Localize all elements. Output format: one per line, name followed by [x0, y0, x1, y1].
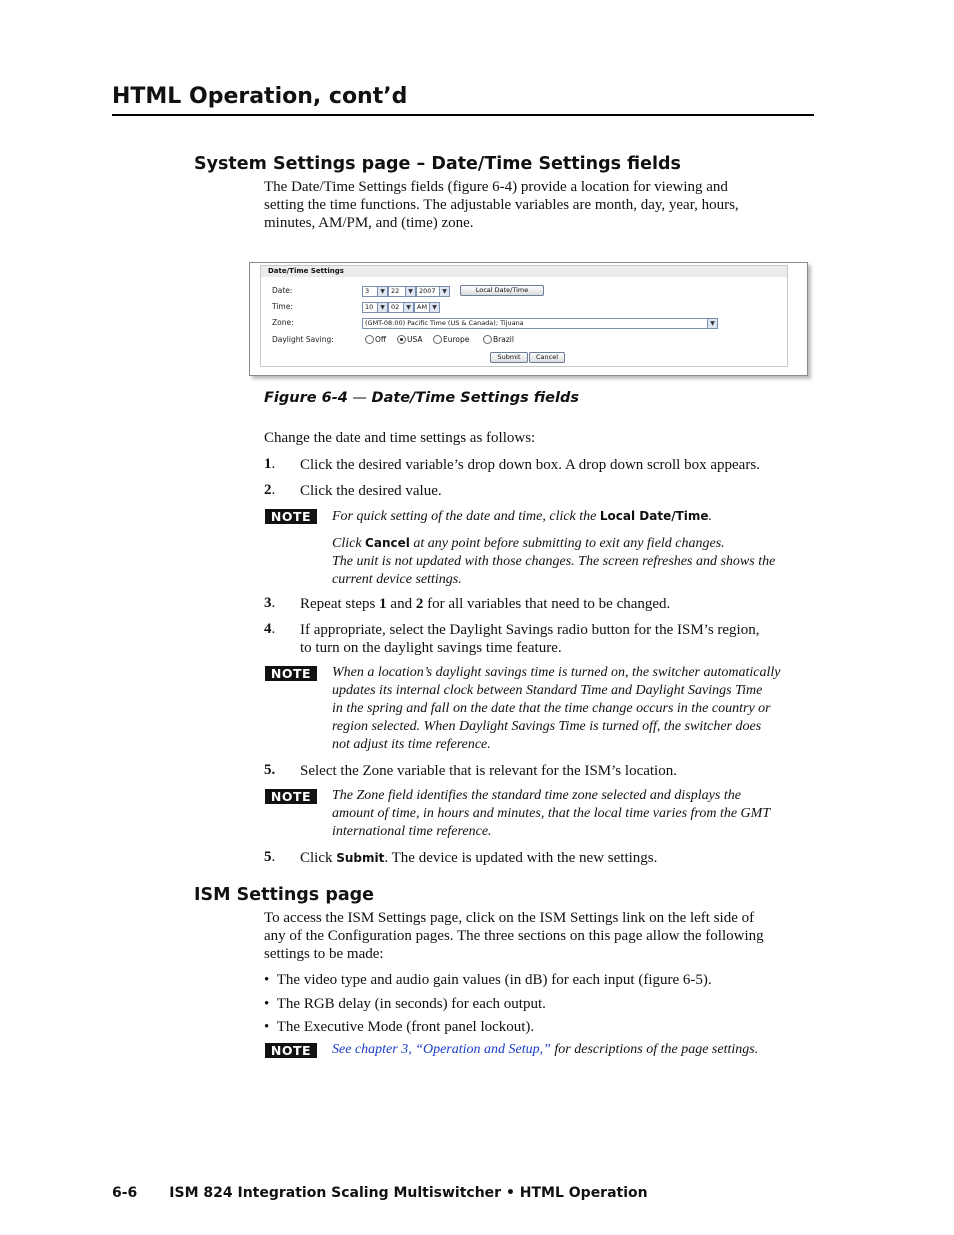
zone-label: Zone:: [272, 318, 294, 327]
time-label: Time:: [272, 302, 293, 311]
note-badge: NOTE: [265, 1043, 317, 1058]
step-4-text: If appropriate, select the Daylight Savings radio button for the ISM’s region, to turn on the daylight savings time feature.: [300, 622, 760, 656]
month-select[interactable]: 3 ▼: [362, 286, 388, 297]
note-local-datetime: For quick setting of the date and time, click the Local Date/Time.: [332, 509, 713, 524]
chevron-down-icon: ▼: [707, 319, 717, 328]
list-item: • The Executive Mode (front panel lockout).: [264, 1019, 535, 1035]
chevron-down-icon: ▼: [405, 287, 415, 296]
dst-europe-radio[interactable]: [433, 335, 442, 344]
dst-brazil-label: Brazil: [493, 335, 514, 344]
intro-line: setting the time functions. The adjustable variables are month, day, year, hours,: [264, 197, 739, 213]
note-zone: The Zone field identifies the standard time zone selected and displays the amount of time, in hours and minutes, that the local time varies from the GMT international time reference.: [332, 788, 771, 839]
dst-usa-label: USA: [407, 335, 423, 344]
date-label: Date:: [272, 286, 293, 295]
step-2-text: Click the desired value.: [300, 483, 442, 499]
chevron-down-icon: ▼: [403, 303, 413, 312]
submit-button[interactable]: Submit: [490, 352, 528, 363]
datetime-settings-screenshot: [249, 262, 808, 376]
note-cancel: Click Cancel at any point before submitting to exit any field changes. The unit is not updated with those changes. The screen refreshes and shows the current device settings.: [332, 536, 776, 587]
note-badge: NOTE: [265, 789, 317, 804]
minute-select[interactable]: 02 ▼: [388, 302, 414, 313]
title-rule: [112, 114, 814, 116]
day-select[interactable]: 22 ▼: [388, 286, 416, 297]
step-5-text: Select the Zone variable that is relevant for the ISM’s location.: [300, 763, 677, 779]
zone-select[interactable]: (GMT-08:00) Pacific Time (US & Canada); Tijuana ▼: [362, 318, 718, 329]
dst-europe-label: Europe: [443, 335, 470, 344]
list-item: • The video type and audio gain values (in dB) for each input (figure 6-5).: [264, 972, 712, 988]
step-number: 4.: [264, 621, 276, 637]
page-number: 6-6: [112, 1185, 138, 1201]
step-3-text: Repeat steps 1 and 2 for all variables that need to be changed.: [300, 596, 671, 612]
step-6-text: Click Submit. The device is updated with the new settings.: [300, 850, 658, 866]
note-badge: NOTE: [265, 666, 317, 681]
page-title: HTML Operation, cont’d: [112, 84, 408, 109]
note-daylight-savings: When a location’s daylight savings time is turned on, the switcher automatically updates its internal clock between Standard Time and Daylight Savings Time in the spring and fall on the date that the time change occurs in the country or region selected. When Daylight Savings Time is turned off, the switcher does not adjust its time reference.: [332, 665, 781, 752]
intro-line: The Date/Time Settings fields (figure 6-4) provide a location for viewing and: [264, 179, 728, 195]
chevron-down-icon: ▼: [377, 287, 387, 296]
section-heading-datetime: System Settings page – Date/Time Settings fields: [194, 154, 681, 174]
note-badge: NOTE: [265, 509, 317, 524]
dst-off-label: Off: [375, 335, 387, 344]
dst-usa-radio[interactable]: [397, 335, 406, 344]
step-number: 2.: [264, 482, 276, 498]
datetime-panel: [260, 265, 788, 367]
step-number: 3.: [264, 595, 276, 611]
step-1-text: Click the desired variable’s drop down box. A drop down scroll box appears.: [300, 457, 760, 473]
daylight-saving-label: Daylight Saving:: [272, 335, 334, 344]
panel-title: Date/Time Settings: [261, 266, 787, 277]
section-intro-ism: To access the ISM Settings page, click on the ISM Settings link on the left side of any of the Configuration pages. The three sections on this page allow the following settings to be made:: [264, 910, 764, 962]
figure-caption: Figure 6-4 — Date/Time Settings fields: [264, 390, 579, 406]
section-intro-datetime: [264, 178, 814, 232]
local-date-time-button[interactable]: Local Date/Time: [460, 285, 544, 296]
year-select[interactable]: 2007 ▼: [416, 286, 450, 297]
ampm-select[interactable]: AM ▼: [414, 302, 440, 313]
dst-brazil-radio[interactable]: [483, 335, 492, 344]
section-heading-ism: ISM Settings page: [194, 885, 375, 905]
note-chapter-reference: See chapter 3, “Operation and Setup,” for descriptions of the page settings.: [332, 1042, 759, 1057]
page-footer: [112, 1185, 648, 1201]
cancel-button[interactable]: Cancel: [529, 352, 565, 363]
list-item: • The RGB delay (in seconds) for each output.: [264, 996, 546, 1012]
step-number: 5.: [264, 849, 276, 865]
chapter-3-link[interactable]: See chapter 3, “Operation and Setup,”: [332, 1042, 551, 1057]
dst-off-radio[interactable]: [365, 335, 374, 344]
intro-line: minutes, AM/PM, and (time) zone.: [264, 215, 474, 231]
chevron-down-icon: ▼: [377, 303, 387, 312]
hour-select[interactable]: 10 ▼: [362, 302, 388, 313]
chevron-down-icon: ▼: [429, 303, 439, 312]
chevron-down-icon: ▼: [439, 287, 449, 296]
footer-text: ISM 824 Integration Scaling Multiswitcher • HTML Operation: [169, 1185, 648, 1201]
step-number: 5.: [264, 762, 276, 778]
step-number: 1.: [264, 456, 276, 472]
instructions-lead: Change the date and time settings as follows:: [264, 430, 536, 446]
